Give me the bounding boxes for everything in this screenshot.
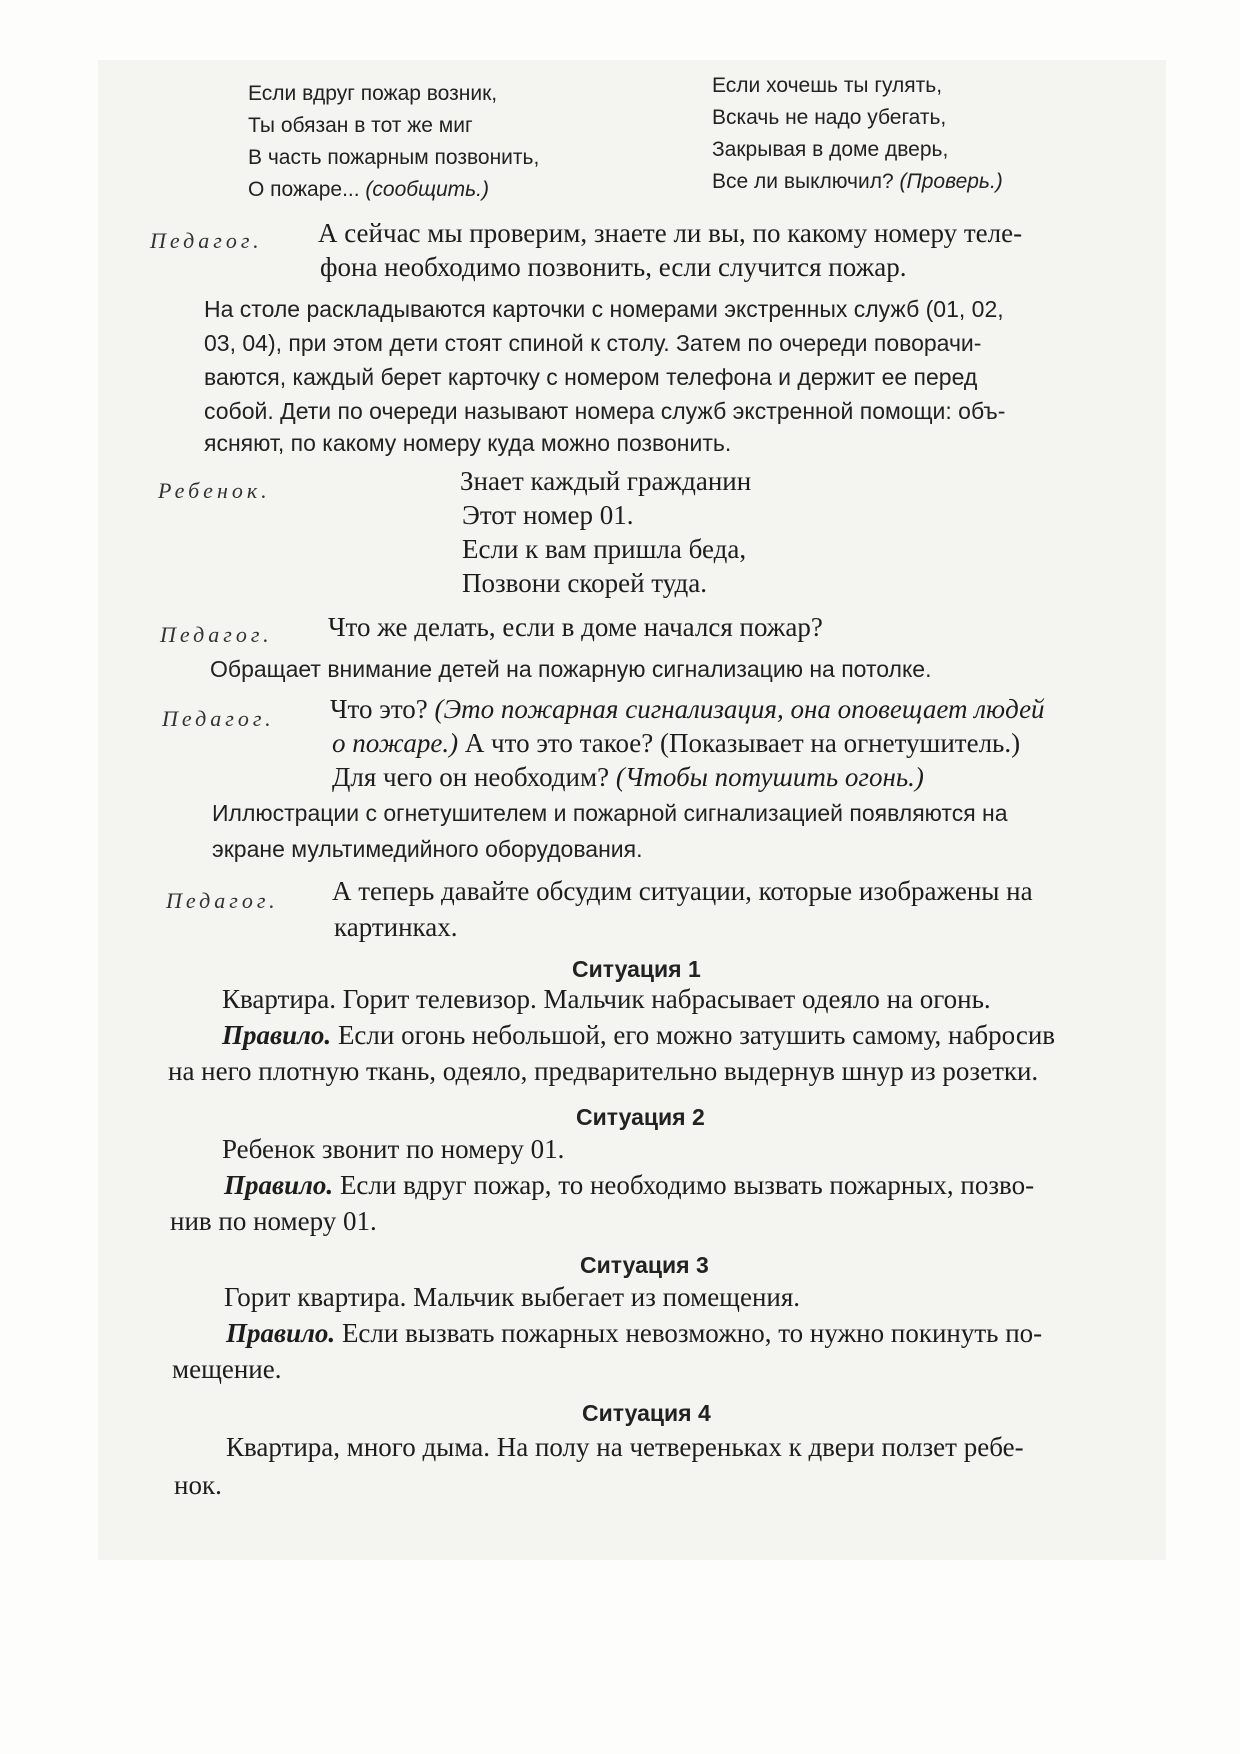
- rule-text: Если огонь небольшой, его можно затушить самому, набросив: [331, 1020, 1056, 1050]
- situation-rule: [222, 1020, 1055, 1051]
- situation-desc: Ребенок звонит по номеру 01.: [222, 1134, 565, 1164]
- poem-line: Этот номер 01.: [462, 500, 634, 530]
- verse-text: Все ли выключил?: [712, 170, 900, 193]
- speaker-label: Педагог.: [166, 888, 279, 913]
- rule-label: Правило.: [222, 1020, 332, 1050]
- poem-line: Знает каждый гражданин: [460, 466, 752, 496]
- verse-answer: (сообщить.): [365, 178, 490, 201]
- situation-title: Ситуация 1: [572, 956, 701, 982]
- dialogue-line: [332, 728, 1020, 759]
- verse-text: О пожаре...: [248, 178, 366, 201]
- situation-title: Ситуация 2: [576, 1104, 705, 1130]
- dialogue-line: [330, 694, 1045, 725]
- rule-text: Если вдруг пожар, то необходимо вызвать пожарных, позво-: [333, 1170, 1035, 1200]
- line-text: А что это такое? (Показывает на огнетушитель.): [458, 728, 1021, 758]
- situation-desc: Горит квартира. Мальчик выбегает из помещения.: [224, 1282, 801, 1312]
- rule-label: Правило.: [224, 1170, 334, 1200]
- verse-line: [248, 174, 539, 206]
- speaker-label: Педагог.: [162, 706, 275, 731]
- dialogue-line: [332, 762, 924, 793]
- verse-left: [248, 78, 539, 206]
- line-text: Для чего он необходим?: [332, 762, 616, 792]
- stage-direction: ваются, каждый берет карточку с номером телефона и держит ее перед: [204, 364, 978, 390]
- line-answer: (Чтобы потушить огонь.): [615, 762, 924, 792]
- speaker-label: Педагог.: [160, 622, 273, 647]
- verse-line: Закрывая в доме дверь,: [712, 138, 949, 161]
- verse-line: Вскачь не надо убегать,: [712, 106, 947, 129]
- situation-desc: нок.: [174, 1470, 222, 1500]
- stage-direction: собой. Дети по очереди называют номера служб экстренной помощи: объ-: [204, 398, 1006, 424]
- rule-label: Правило.: [226, 1318, 336, 1348]
- verse-line: Ты обязан в тот же миг: [248, 114, 473, 137]
- stage-direction: Обращает внимание детей на пожарную сигнализацию на потолке.: [210, 656, 932, 682]
- situation-rule: на него плотную ткань, одеяло, предварительно выдернув шнур из розетки.: [168, 1056, 1039, 1086]
- situation-desc: Квартира, много дыма. На полу на четвереньках к двери ползет ребе-: [226, 1432, 1024, 1462]
- poem-line: Позвони скорей туда.: [462, 568, 708, 598]
- situation-title: Ситуация 3: [580, 1252, 709, 1278]
- dialogue-line: фона необходимо позвонить, если случится пожар.: [320, 252, 907, 282]
- stage-direction: ясняют, по какому номеру куда можно позвонить.: [204, 430, 732, 456]
- poem-line: Если к вам пришла беда,: [462, 534, 747, 564]
- dialogue-line: Что же делать, если в доме начался пожар?: [328, 612, 823, 642]
- line-answer: о пожаре.): [332, 728, 459, 758]
- rule-text: Если вызвать пожарных невозможно, то нужно покинуть по-: [335, 1318, 1043, 1348]
- verse-right: [712, 70, 1003, 198]
- dialogue-line: А сейчас мы проверим, знаете ли вы, по какому номеру теле-: [318, 218, 1023, 248]
- stage-direction: Иллюстрации с огнетушителем и пожарной сигнализацией появляются на: [212, 800, 1008, 826]
- dialogue-line: картинках.: [334, 912, 458, 942]
- stage-direction: 03, 04), при этом дети стоят спиной к столу. Затем по очереди поворачи-: [204, 330, 982, 356]
- dialogue-line: А теперь давайте обсудим ситуации, которые изображены на: [332, 876, 1033, 906]
- verse-line: [712, 166, 1003, 198]
- situation-rule: [224, 1170, 1034, 1201]
- stage-direction: экране мультимедийного оборудования.: [212, 836, 643, 862]
- line-text: Что это?: [330, 694, 435, 724]
- verse-answer: (Проверь.): [899, 170, 1003, 193]
- speaker-label: Педагог.: [150, 228, 263, 253]
- situation-rule: [226, 1318, 1042, 1349]
- situation-title: Ситуация 4: [582, 1400, 711, 1426]
- stage-direction: На столе раскладываются карточки с номерами экстренных служб (01, 02,: [204, 296, 1004, 322]
- verse-line: Если вдруг пожар возник,: [248, 82, 498, 105]
- line-answer: (Это пожарная сигнализация, она оповещает людей: [434, 694, 1045, 724]
- speaker-label: Ребенок.: [158, 478, 271, 503]
- verse-line: Если хочешь ты гулять,: [712, 74, 943, 97]
- situation-rule: нив по номеру 01.: [170, 1206, 377, 1236]
- verse-line: В часть пожарным позвонить,: [248, 146, 540, 169]
- situation-rule: мещение.: [172, 1354, 282, 1384]
- situation-desc: Квартира. Горит телевизор. Мальчик набрасывает одеяло на огонь.: [222, 984, 991, 1014]
